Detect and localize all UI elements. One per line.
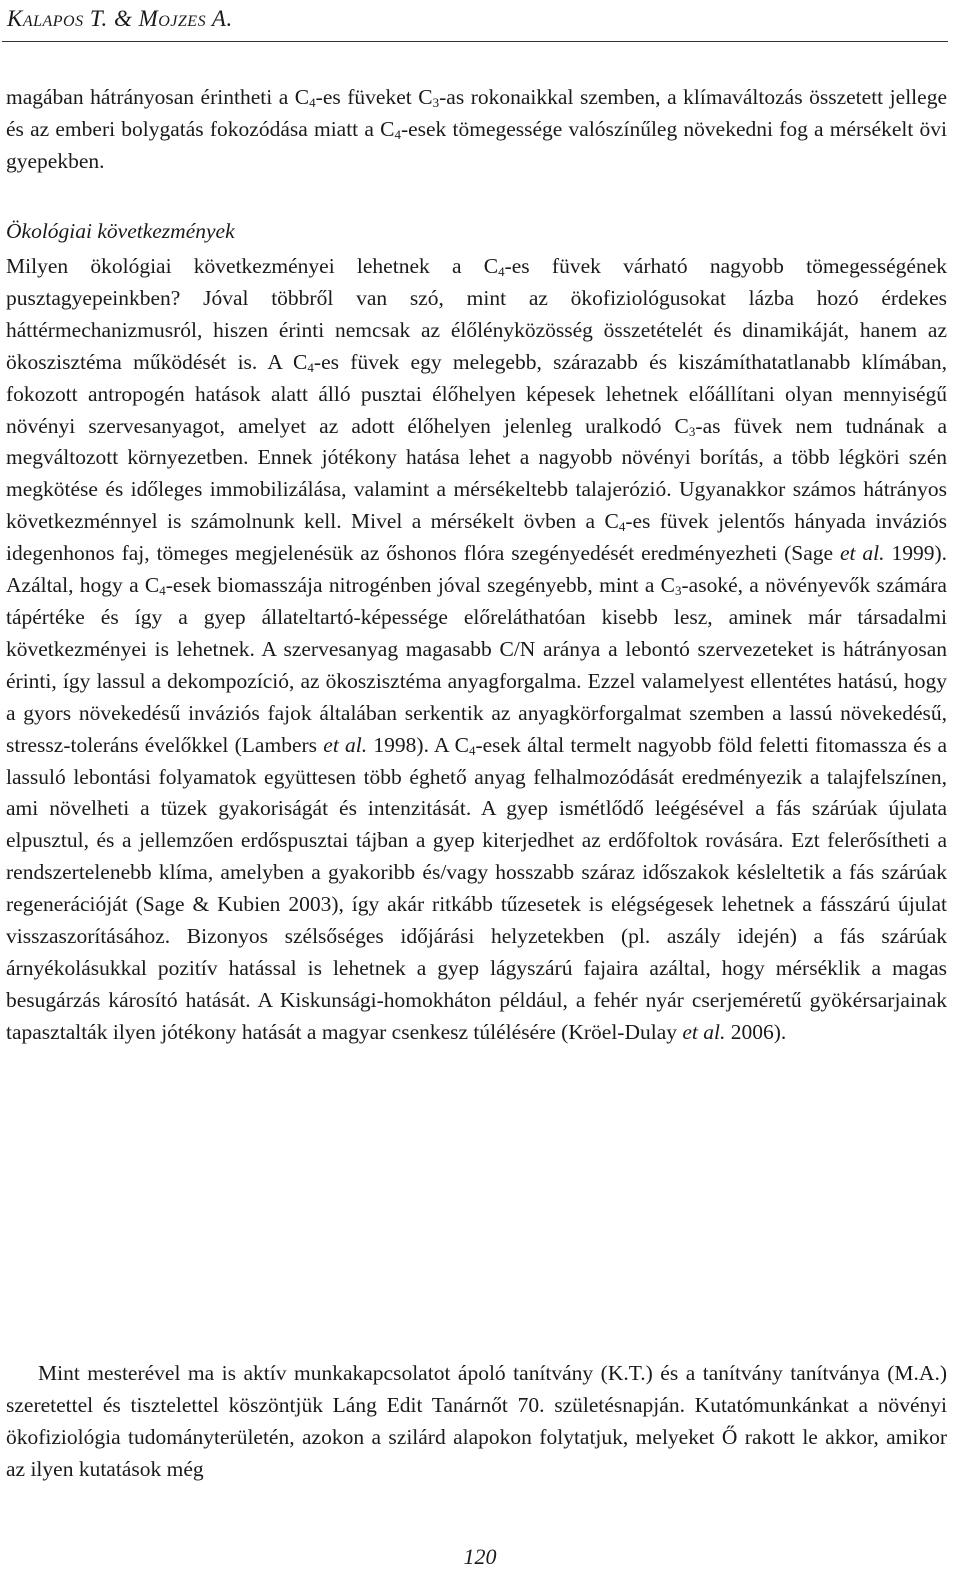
subscript: 4	[468, 742, 476, 758]
running-head: Kalapos T. & Mojzes A.	[7, 6, 233, 31]
italic-text: et al.	[323, 732, 368, 757]
subscript: 4	[309, 95, 316, 110]
italic-text: et al.	[839, 541, 885, 566]
subscript: 3	[432, 95, 440, 110]
paragraph-3: Mint mesterével ma is aktív munkakapcsolatot ápoló tanítvány (K.T.) és a tanítvány tanítványa (M.A.) szeretettel és tisztelettel köszöntjük Láng Edit Tanárnőt 70. születésnapján. Kutatómunkánkat a növényi ökofiziológia tudományterületén, azokon a szilárd alapokon folytatjuk, melyeket Ő rakott le akkor, amikor az ilyen kutatások még	[6, 1361, 947, 1481]
paragraph-2: Milyen ökológiai következményei lehetnek a $C_4-es$ füvek várható nagyobb tömegességének pusztagyepeinkben? Jóval többről van szó, mint az ökofiziológusokat lázba hozó érdekes háttérmechanizmusról, hiszen érinti nemcsak az élőlényközösség összetételét és dinamikáját, hanem az ökoszisztéma működését is. A $C_4-es$ füvek egy melegebb, szárazabb és kiszámíthatatlanabb klímában, fokozott antropogén hatások alatt álló pusztai élőhelyen képesek lehetnek előállítani olyan mennyiségű növényi szervesanyagot, amelyet az adott élőhelyen jelenleg uralkodó $C_3-as$ füvek nem tudnának a megváltozott környezetben. Ennek jótékony hatása lehet a nagyobb növényi borítás, a több légköri szén megkötése és időleges immobilizálása, valamint a mérsékeltebb talajerózió. Ugyanakkor számos hátrányos következménnyel is számolnunk kell. Mivel a mérsékelt övben a $C_4-es$ füvek jelentős hányada inváziós idegenhonos faj, tömeges megjelenésük az őshonos flóra szegényedését eredményezheti (Sage et al. 1999). Azáltal, hogy a $C_4$-esek biomasszája nitrogénben jóval szegényebb, mint a $C_3$-asoké, a növényevők számára tápértéke és így a gyep állateltartó-képessége előreláthatóan kisebb lesz, aminek már társadalmi következményei is lehetnek. A szervesanyag magasabb C/N aránya a lebontó szervezeteket is hátrányosan érinti, így lassul a dekompozíció, az ökoszisztéma anyagforgalma. Ezzel valamelyest ellentétes hatású, hogy a gyors növekedésű inváziós fajok általában serkentik az anyagkörforgalmat szemben a lassú növekedésű, stressz-toleráns évelőkkel (Lambers et al. 1998). A $C_4$-esek által termelt nagyobb föld feletti fitomassza és a lassuló lebontási folyamatok együttesen több éghető anyag felhalmozódását eredményezik a talajfelszínen, ami növelheti a tüzek gyakoriságát és intenzitását. A gyep ismétlődő leégésével a fás szárúak újulata elpusztul, és a jellemzően erdőspusztai tájban a gyep kiterjedhet az erdőfoltok rovására. Ezt felerősítheti a rendszertelenebb klíma, amelyben a gyakoribb és/vagy hosszabb száraz időszakok késleltetik a fás szárúak regenerációját (Sage & Kubien 2003), így akár ritkább tűzesetek is elégségesek lehetnek a fásszárú újulat visszaszorításához. Bizonyos szélsőséges időjárási helyzetekben (pl. aszály idején) a fás szárúak árnyékolásukkal pozitív hatással is lehetnek a gyep lágyszárú fajaira azáltal, hogy mérséklik a magas besugárzás károsító hatását. A Kiskunsági-homokháton például, a fehér nyár cserjeméretű gyökérsarjainak tapasztalták ilyen jótékony hatását a magyar csenkesz túlélésére (Kröel-Dulay et al. 2006).	[6, 254, 948, 1044]
subscript: 3	[675, 583, 682, 599]
subscript: 4	[159, 583, 166, 599]
subscript: 3	[688, 423, 696, 439]
subscript: 4	[618, 519, 626, 535]
paragraph-1: magában hátrányosan érintheti a $C_4-es$ füveket $C_3-as$ rokonaikkal szemben, a klímaváltozás összetett jellege és az emberi bolygatás fokozódása miatt a $C_4$-esek tömegessége valószínűleg növekedni fog a mérsékelt övi gyepekben.	[6, 85, 947, 173]
header-rule	[2, 41, 948, 42]
section-heading: Ökológiai következmények	[6, 219, 235, 243]
subscript: 4	[394, 126, 401, 142]
subscript: 4	[307, 359, 314, 375]
subscript: 4	[498, 264, 505, 279]
italic-text: et al.	[682, 1019, 726, 1044]
page-number: 120	[463, 1544, 497, 1569]
